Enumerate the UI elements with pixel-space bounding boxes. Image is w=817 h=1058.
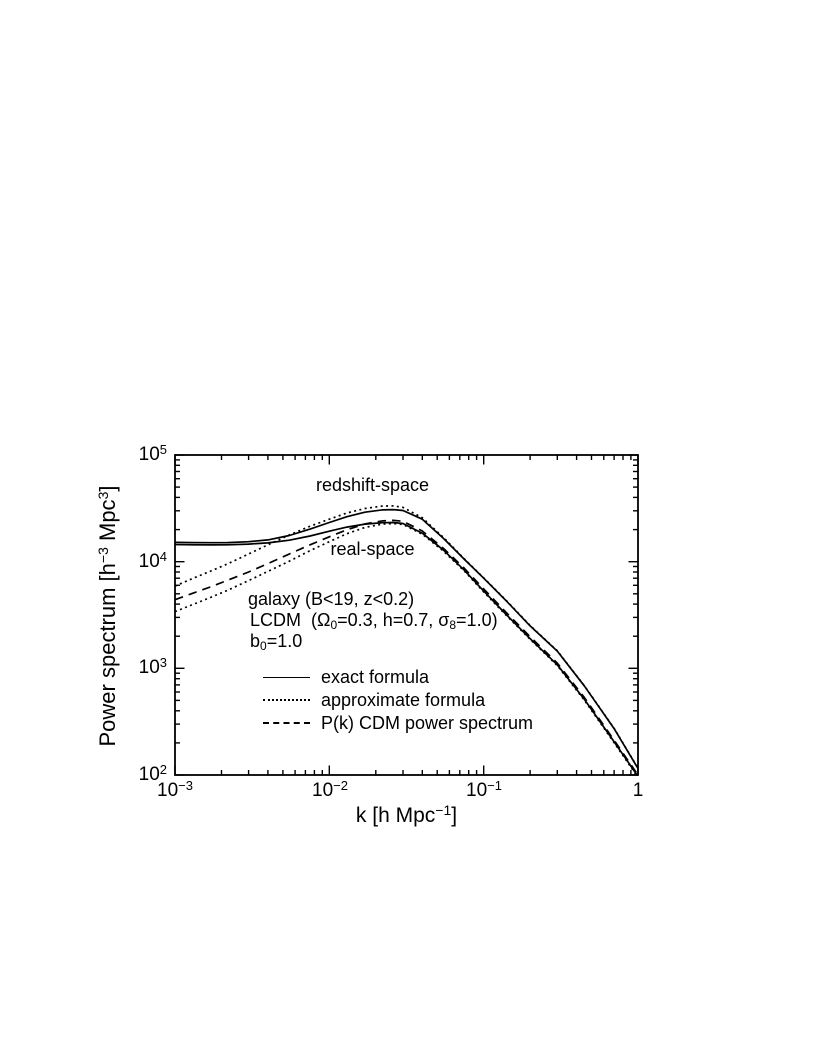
annotation-line-bias: $b_0=1.0$ <box>250 631 303 654</box>
legend-line-sample-dotted <box>263 699 310 701</box>
annotation-line-galaxy: galaxy (B<19, z<0.2) <box>248 589 415 609</box>
legend-label: approximate formula <box>321 689 486 710</box>
x-axis-tick-label: 1 <box>632 780 644 801</box>
legend-line-sample-solid <box>263 677 310 678</box>
annotation-line-lcdm: LCDM ($\Omega_0=0.3$, h=0.7, $\sigma_8=1.0$) <box>250 610 498 633</box>
y-axis-tick-label: $10^5$ <box>138 441 167 465</box>
x-axis-tick-label: $10^{-2}$ <box>312 777 348 801</box>
legend-item-exact-formula <box>263 666 429 688</box>
x-axis-tick-label: $10^{-3}$ <box>157 777 193 801</box>
legend-item-pk-cdm-power-spectrum <box>263 712 533 734</box>
x-axis-title: k [h Mpc$^{-1}$] <box>355 802 458 827</box>
legend-line-sample-dashed <box>263 722 310 724</box>
x-axis-tick-label: $10^{-1}$ <box>466 777 502 801</box>
curve-label-redshift-space: redshift-space <box>315 475 430 495</box>
y-axis-tick-label: $10^3$ <box>138 654 167 678</box>
y-axis-tick-label: $10^4$ <box>138 548 167 572</box>
legend-item-approximate-formula <box>263 689 485 711</box>
legend-label: exact formula <box>321 666 430 687</box>
curve-label-real-space: real-space <box>330 539 415 559</box>
y-axis-title: Power spectrum [$h^{-3}$ Mpc$^3$] <box>95 485 120 747</box>
y-axis-tick-label: $10^2$ <box>138 761 167 785</box>
legend-label: P(k) CDM power spectrum <box>321 712 534 733</box>
